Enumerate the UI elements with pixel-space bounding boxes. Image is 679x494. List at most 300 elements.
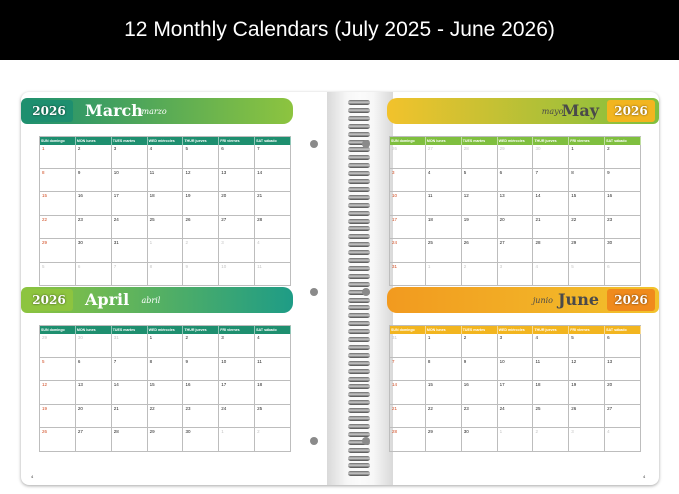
day-cell[interactable] (40, 263, 76, 287)
day-cell[interactable] (533, 334, 569, 358)
day-number: 4 (257, 240, 260, 245)
day-cell[interactable] (255, 239, 291, 263)
day-number: 30 (185, 429, 191, 434)
spiral-coil (348, 250, 370, 255)
day-cell[interactable] (390, 192, 426, 216)
day-number: 1 (427, 335, 431, 340)
day-cell[interactable] (112, 192, 148, 216)
day-cell[interactable] (148, 334, 184, 358)
spiral-coil (348, 234, 370, 239)
day-cell[interactable] (255, 263, 291, 287)
day-cell[interactable] (533, 216, 569, 240)
day-cell[interactable] (426, 239, 462, 263)
day-cell[interactable] (533, 358, 569, 382)
day-cell[interactable] (40, 192, 76, 216)
day-cell[interactable] (569, 358, 605, 382)
day-cell[interactable] (219, 216, 255, 240)
day-cell[interactable] (569, 239, 605, 263)
day-number: 14 (535, 193, 541, 198)
day-number: 30 (535, 146, 541, 151)
day-number: 10 (499, 358, 505, 364)
day-cell[interactable] (112, 216, 148, 240)
day-cell[interactable] (390, 263, 426, 287)
day-number: 22 (42, 216, 48, 222)
day-number: 13 (607, 358, 613, 364)
day-number: 9 (77, 169, 81, 175)
day-number: 11 (257, 358, 262, 364)
day-cell[interactable] (76, 216, 112, 240)
day-cell[interactable] (112, 428, 148, 452)
day-cell[interactable] (533, 381, 569, 405)
day-number: 24 (221, 405, 227, 411)
day-cell[interactable] (569, 145, 605, 169)
spiral-coil (348, 258, 370, 263)
day-number: 14 (113, 382, 119, 387)
day-cell[interactable] (76, 145, 112, 169)
day-number: 7 (535, 169, 538, 175)
month-name: June (557, 290, 599, 309)
day-cell[interactable] (76, 334, 112, 358)
day-cell[interactable] (183, 216, 219, 240)
title-bar (0, 0, 679, 60)
day-cell[interactable] (183, 405, 219, 429)
week-row (40, 192, 291, 216)
day-number: 4 (257, 335, 260, 340)
day-cell[interactable] (183, 169, 219, 193)
spiral-coil (348, 187, 370, 192)
day-cell[interactable] (569, 263, 605, 287)
day-number: 19 (571, 382, 577, 387)
day-number: 26 (185, 216, 191, 222)
day-cell[interactable] (462, 358, 498, 382)
day-cell[interactable] (498, 381, 534, 405)
day-cell[interactable] (219, 405, 255, 429)
day-cell[interactable] (605, 192, 641, 216)
day-cell[interactable] (426, 216, 462, 240)
day-number: 14 (257, 169, 263, 175)
day-cell[interactable] (533, 405, 569, 429)
day-cell[interactable] (462, 216, 498, 240)
day-cell[interactable] (148, 192, 184, 216)
day-cell[interactable] (390, 358, 426, 382)
day-cell[interactable] (426, 334, 462, 358)
day-cell[interactable] (498, 145, 534, 169)
planner-spread (21, 92, 659, 485)
day-number: 2 (77, 146, 81, 151)
day-cell[interactable] (498, 405, 534, 429)
day-cell[interactable] (183, 239, 219, 263)
day-cell[interactable] (498, 169, 534, 193)
day-cell[interactable] (219, 428, 255, 452)
day-cell[interactable] (183, 263, 219, 287)
weekday-header: WED miércoles (148, 326, 184, 334)
weekday-header: WED miércoles (148, 137, 184, 145)
day-cell[interactable] (76, 169, 112, 193)
day-cell[interactable] (40, 358, 76, 382)
day-number: 6 (499, 169, 503, 175)
day-cell[interactable] (426, 381, 462, 405)
day-cell[interactable] (255, 405, 291, 429)
day-cell[interactable] (76, 358, 112, 382)
day-cell[interactable] (390, 169, 426, 193)
day-cell[interactable] (605, 428, 641, 452)
day-cell[interactable] (255, 216, 291, 240)
day-number: 24 (113, 216, 119, 222)
weekday-header: FRI viernes (219, 326, 255, 334)
day-cell[interactable] (569, 216, 605, 240)
week-row (40, 358, 291, 382)
day-number: 8 (427, 358, 431, 364)
day-number: 16 (77, 193, 83, 198)
day-number: 28 (257, 216, 263, 222)
month-banner (21, 98, 293, 124)
day-cell[interactable] (183, 192, 219, 216)
day-cell[interactable] (255, 192, 291, 216)
day-cell[interactable] (569, 192, 605, 216)
day-cell[interactable] (390, 428, 426, 452)
day-number: 17 (392, 216, 398, 222)
day-cell[interactable] (605, 145, 641, 169)
day-number: 9 (463, 358, 467, 364)
day-cell[interactable] (148, 145, 184, 169)
week-row (390, 428, 641, 452)
month-name-spanish: abril (141, 296, 161, 305)
day-number: 10 (392, 193, 398, 198)
weekday-header: SUN domingo (40, 326, 76, 334)
spiral-coil (348, 108, 370, 113)
punch-hole (310, 140, 318, 148)
week-row (390, 405, 641, 429)
spiral-binding (337, 100, 383, 480)
page-number-left: 4 (31, 474, 34, 479)
day-cell[interactable] (183, 428, 219, 452)
weekday-header: THUR jueves (183, 137, 219, 145)
day-number: 5 (42, 358, 45, 364)
day-cell[interactable] (40, 169, 76, 193)
spiral-coil (348, 242, 370, 247)
spiral-coil (348, 132, 370, 137)
spiral-coil (348, 353, 370, 358)
day-cell[interactable] (498, 428, 534, 452)
day-number: 15 (427, 382, 433, 387)
day-cell[interactable] (390, 239, 426, 263)
day-number: 23 (607, 216, 613, 222)
spiral-coil (348, 147, 370, 152)
day-number: 13 (221, 169, 227, 175)
day-cell[interactable] (605, 334, 641, 358)
day-cell[interactable] (40, 145, 76, 169)
spiral-coil (348, 171, 370, 176)
day-cell[interactable] (112, 145, 148, 169)
spiral-coil (348, 400, 370, 405)
day-cell[interactable] (76, 263, 112, 287)
week-row (390, 334, 641, 358)
day-cell[interactable] (605, 381, 641, 405)
day-number: 26 (571, 405, 577, 411)
day-cell[interactable] (605, 358, 641, 382)
day-cell[interactable] (148, 239, 184, 263)
spiral-coil (348, 179, 370, 184)
weekday-header: TUES martes (112, 326, 148, 334)
day-cell[interactable] (183, 145, 219, 169)
day-cell[interactable] (426, 145, 462, 169)
day-number: 29 (427, 429, 433, 434)
day-number: 7 (113, 263, 117, 269)
day-cell[interactable] (148, 405, 184, 429)
day-cell[interactable] (462, 192, 498, 216)
day-number: 29 (149, 429, 155, 434)
day-cell[interactable] (219, 239, 255, 263)
day-number: 12 (463, 193, 469, 198)
spiral-coil (348, 282, 370, 287)
week-row (390, 192, 641, 216)
day-cell[interactable] (76, 405, 112, 429)
week-row (40, 405, 291, 429)
day-number: 27 (221, 216, 227, 222)
spiral-coil (348, 321, 370, 326)
month-june (387, 287, 659, 477)
day-cell[interactable] (426, 358, 462, 382)
day-cell[interactable] (219, 145, 255, 169)
day-cell[interactable] (76, 192, 112, 216)
year-label: 2026 (607, 100, 655, 122)
day-number: 11 (535, 358, 541, 364)
day-number: 8 (149, 263, 153, 269)
month-may (387, 98, 659, 288)
day-number: 9 (185, 358, 188, 364)
day-cell[interactable] (569, 169, 605, 193)
day-cell[interactable] (426, 169, 462, 193)
day-cell[interactable] (255, 358, 291, 382)
page-title: 12 Monthly Calendars (July 2025 - June 2026) (124, 18, 555, 41)
day-cell[interactable] (426, 428, 462, 452)
month-name-spanish: mayo (541, 107, 564, 116)
day-cell[interactable] (40, 428, 76, 452)
weekday-header: FRI viernes (569, 326, 605, 334)
weekday-header: MON lunes (426, 326, 462, 334)
day-number: 26 (392, 146, 398, 151)
day-number: 25 (257, 405, 263, 411)
day-number: 15 (571, 193, 577, 198)
punch-hole (362, 288, 370, 296)
day-cell[interactable] (112, 358, 148, 382)
day-cell[interactable] (498, 192, 534, 216)
day-number: 2 (185, 335, 188, 340)
day-cell[interactable] (462, 239, 498, 263)
day-cell[interactable] (390, 405, 426, 429)
day-cell[interactable] (40, 216, 76, 240)
weekday-header: SUN domingo (40, 137, 76, 145)
day-cell[interactable] (112, 239, 148, 263)
day-number: 1 (499, 429, 503, 434)
day-number: 23 (463, 405, 469, 411)
day-number: 20 (499, 216, 505, 222)
day-cell[interactable] (605, 263, 641, 287)
day-cell[interactable] (498, 334, 534, 358)
day-cell[interactable] (498, 263, 534, 287)
spiral-coil (348, 219, 370, 224)
day-cell[interactable] (498, 358, 534, 382)
spiral-coil (348, 361, 370, 366)
day-cell[interactable] (462, 263, 498, 287)
week-row (390, 145, 641, 169)
day-number: 8 (42, 169, 45, 175)
day-cell[interactable] (148, 381, 184, 405)
weekday-header: THUR jueves (533, 137, 569, 145)
page-number-right: 4 (643, 474, 646, 479)
day-cell[interactable] (498, 216, 534, 240)
day-cell[interactable] (390, 381, 426, 405)
day-cell[interactable] (183, 381, 219, 405)
day-cell[interactable] (533, 192, 569, 216)
day-cell[interactable] (569, 381, 605, 405)
day-cell[interactable] (40, 381, 76, 405)
weekday-header-row (390, 326, 641, 334)
day-cell[interactable] (390, 145, 426, 169)
day-cell[interactable] (462, 405, 498, 429)
day-cell[interactable] (40, 405, 76, 429)
day-cell[interactable] (183, 358, 219, 382)
day-cell[interactable] (219, 334, 255, 358)
day-cell[interactable] (219, 381, 255, 405)
day-cell[interactable] (112, 169, 148, 193)
weekday-header: THUR jueves (533, 326, 569, 334)
day-cell[interactable] (255, 169, 291, 193)
day-cell[interactable] (533, 428, 569, 452)
day-number: 5 (185, 146, 188, 151)
day-cell[interactable] (569, 428, 605, 452)
day-cell[interactable] (219, 263, 255, 287)
day-number: 1 (571, 146, 574, 151)
day-cell[interactable] (426, 192, 462, 216)
day-cell[interactable] (462, 428, 498, 452)
spiral-coil (348, 124, 370, 129)
calendar-grid (389, 136, 641, 286)
day-number: 21 (113, 405, 119, 411)
weekday-header: WED miércoles (498, 137, 534, 145)
day-cell[interactable] (462, 169, 498, 193)
year-label: 2026 (607, 289, 655, 311)
day-cell[interactable] (533, 169, 569, 193)
day-number: 31 (113, 240, 119, 245)
day-cell[interactable] (148, 263, 184, 287)
day-number: 21 (535, 216, 541, 222)
day-number: 31 (392, 263, 398, 269)
day-cell[interactable] (533, 145, 569, 169)
week-row (40, 239, 291, 263)
day-cell[interactable] (40, 334, 76, 358)
day-cell[interactable] (462, 381, 498, 405)
spiral-coil (348, 337, 370, 342)
day-cell[interactable] (219, 192, 255, 216)
day-cell[interactable] (148, 216, 184, 240)
day-cell[interactable] (76, 428, 112, 452)
day-cell[interactable] (533, 239, 569, 263)
weekday-header: TUES martes (462, 137, 498, 145)
day-number: 3 (499, 335, 503, 340)
day-cell[interactable] (148, 428, 184, 452)
day-cell[interactable] (255, 428, 291, 452)
day-cell[interactable] (183, 334, 219, 358)
day-number: 7 (392, 358, 395, 364)
day-number: 2 (535, 429, 538, 434)
day-cell[interactable] (462, 334, 498, 358)
day-cell[interactable] (112, 381, 148, 405)
day-cell[interactable] (112, 263, 148, 287)
day-cell[interactable] (605, 169, 641, 193)
day-cell[interactable] (255, 334, 291, 358)
day-cell[interactable] (462, 145, 498, 169)
day-cell[interactable] (605, 216, 641, 240)
day-cell[interactable] (605, 405, 641, 429)
day-cell[interactable] (148, 169, 184, 193)
day-cell[interactable] (219, 358, 255, 382)
day-number: 11 (427, 193, 433, 198)
day-cell[interactable] (426, 263, 462, 287)
day-number: 29 (42, 240, 48, 245)
week-row (40, 145, 291, 169)
weekday-header: SUN domingo (390, 137, 426, 145)
day-cell[interactable] (390, 216, 426, 240)
weekday-header-row (40, 137, 291, 145)
day-number: 18 (257, 382, 263, 387)
day-number: 2 (463, 335, 467, 340)
day-number: 27 (607, 405, 613, 411)
day-cell[interactable] (255, 145, 291, 169)
spiral-coil (348, 345, 370, 350)
day-number: 27 (499, 240, 505, 245)
day-cell[interactable] (219, 169, 255, 193)
day-number: 19 (463, 216, 469, 222)
day-cell[interactable] (426, 405, 462, 429)
day-cell[interactable] (76, 239, 112, 263)
spiral-coil (348, 298, 370, 303)
weekday-header-row (40, 326, 291, 334)
day-cell[interactable] (112, 334, 148, 358)
day-cell[interactable] (112, 405, 148, 429)
month-banner (387, 98, 659, 124)
day-number: 31 (113, 335, 119, 340)
spiral-coil (348, 432, 370, 437)
day-cell[interactable] (76, 381, 112, 405)
day-number: 1 (149, 335, 153, 340)
day-cell[interactable] (569, 405, 605, 429)
day-number: 3 (113, 146, 117, 151)
day-cell[interactable] (569, 334, 605, 358)
day-number: 5 (571, 263, 574, 269)
day-cell[interactable] (390, 334, 426, 358)
weekday-header: TUES martes (112, 137, 148, 145)
spiral-coil (348, 471, 370, 476)
week-row (40, 334, 291, 358)
day-number: 12 (185, 169, 191, 175)
day-number: 4 (535, 263, 538, 269)
day-number: 2 (185, 240, 188, 245)
day-cell[interactable] (533, 263, 569, 287)
day-number: 5 (42, 263, 45, 269)
day-cell[interactable] (255, 381, 291, 405)
spiral-coil (348, 384, 370, 389)
spiral-coil (348, 195, 370, 200)
day-cell[interactable] (498, 239, 534, 263)
spiral-coil (348, 392, 370, 397)
day-cell[interactable] (40, 239, 76, 263)
day-cell[interactable] (148, 358, 184, 382)
spiral-coil (348, 155, 370, 160)
month-name: May (561, 101, 599, 120)
day-cell[interactable] (605, 239, 641, 263)
month-march (21, 98, 293, 288)
